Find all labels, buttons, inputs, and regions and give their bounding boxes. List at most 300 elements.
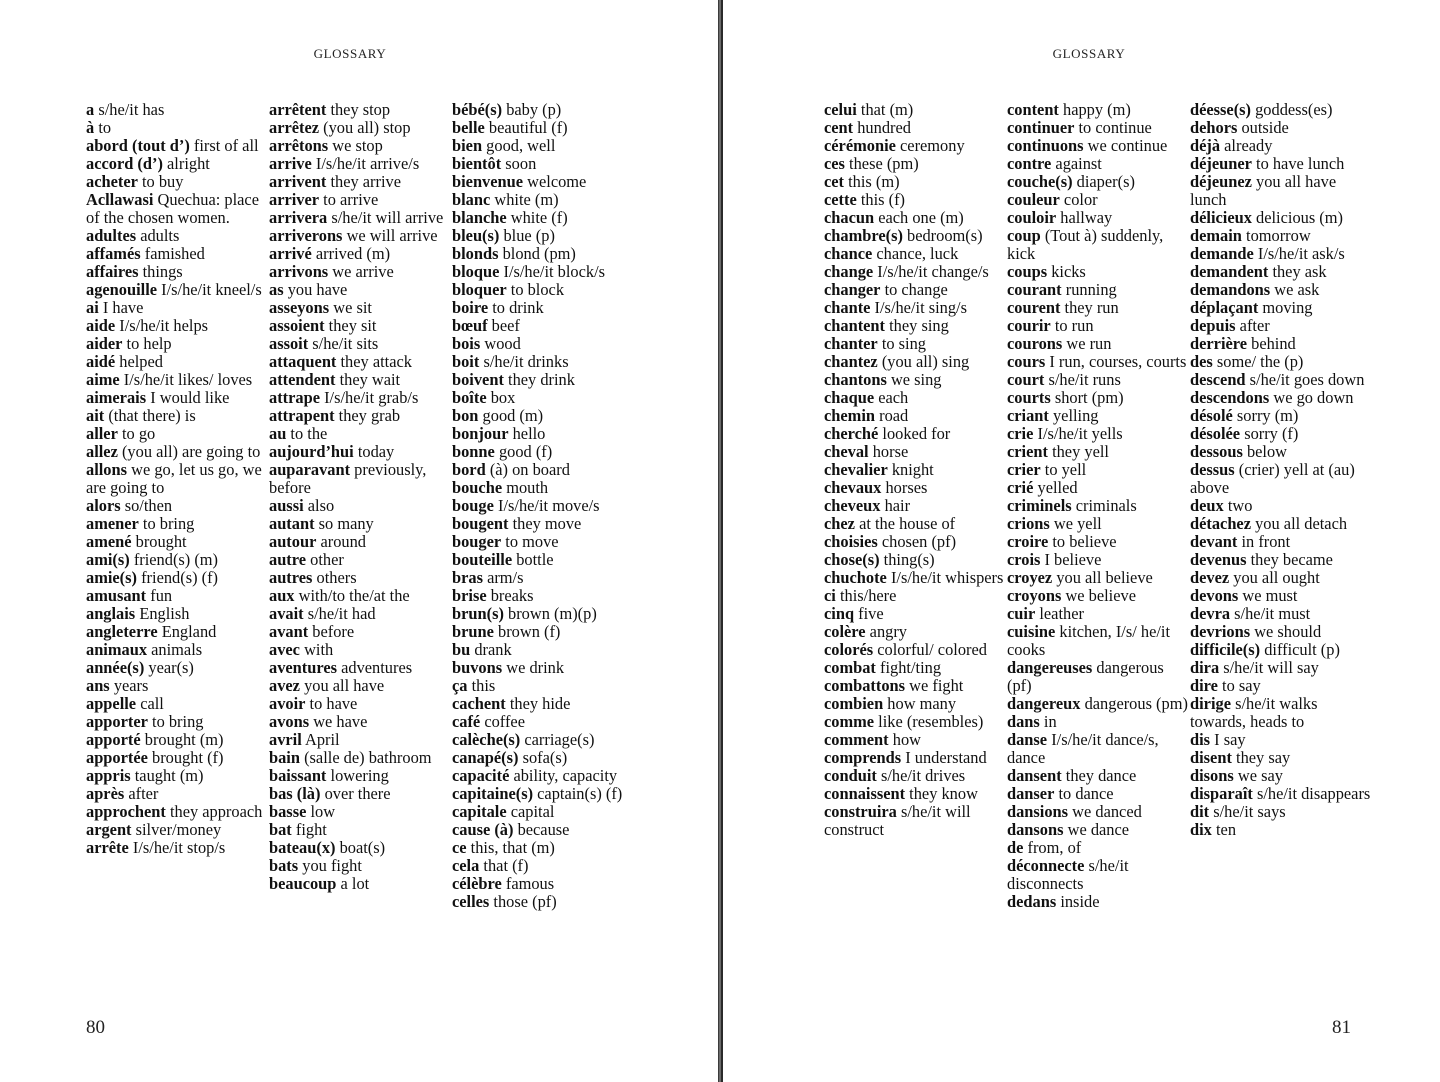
glossary-entry <box>824 173 1007 191</box>
definition: we drink <box>506 658 565 677</box>
definition: to help <box>126 334 172 353</box>
glossary-entry <box>1007 173 1190 191</box>
headword: devons <box>1190 586 1239 605</box>
definition: to block <box>510 280 565 299</box>
headword: avant <box>269 622 309 641</box>
headword: avec <box>269 640 300 659</box>
glossary-entry <box>1007 191 1190 209</box>
glossary-entry <box>1007 137 1190 155</box>
headword: autour <box>269 532 317 551</box>
headword: année(s) <box>86 658 145 677</box>
glossary-entry <box>1007 407 1190 425</box>
headword: aide <box>86 316 116 335</box>
headword: affamés <box>86 244 141 263</box>
glossary-entry <box>269 569 452 587</box>
definition: s/he/it goes down <box>1249 370 1365 389</box>
definition: we danced <box>1072 802 1142 821</box>
page-number: 81 <box>1332 1017 1351 1038</box>
headword: désolé <box>1190 406 1233 425</box>
glossary-entry <box>1190 821 1373 839</box>
definition: they yell <box>1052 442 1109 461</box>
headword: bleu(s) <box>452 226 500 245</box>
headword: déjà <box>1190 136 1221 155</box>
headword: déconnecte <box>1007 856 1085 875</box>
headword: aller <box>86 424 118 443</box>
glossary-entry <box>269 497 452 515</box>
headword: depuis <box>1190 316 1236 335</box>
definition: against <box>1055 154 1102 173</box>
definition: year(s) <box>148 658 194 677</box>
glossary-entry <box>452 227 635 245</box>
headword: assoient <box>269 316 325 335</box>
definition: alright <box>167 154 210 173</box>
definition: to <box>98 118 112 137</box>
headword: arrivons <box>269 262 329 281</box>
headword: dansent <box>1007 766 1062 785</box>
definition: brought (m) <box>144 730 224 749</box>
glossary-entry <box>824 803 1007 839</box>
headword: dangereux <box>1007 694 1081 713</box>
glossary-entry <box>824 497 1007 515</box>
glossary-entry <box>1190 659 1373 677</box>
glossary-entry <box>824 119 1007 137</box>
definition: chance, luck <box>876 244 959 263</box>
definition: behind <box>1251 334 1296 353</box>
definition: good (f) <box>498 442 553 461</box>
definition: how <box>892 730 921 749</box>
headword: bonjour <box>452 424 509 443</box>
headword: colorés <box>824 640 874 659</box>
glossary-entry <box>86 317 269 335</box>
glossary-entry <box>1190 173 1373 209</box>
glossary-entry <box>269 677 452 695</box>
definition: taught (m) <box>134 766 204 785</box>
glossary-entry <box>86 659 269 677</box>
definition: to bring <box>142 514 195 533</box>
headword: aussi <box>269 496 304 515</box>
headword: déplaçant <box>1190 298 1259 317</box>
headword: dans <box>1007 712 1040 731</box>
glossary-entry <box>1007 461 1190 479</box>
glossary-entry <box>452 767 635 785</box>
glossary-entry <box>452 857 635 875</box>
headword: boit <box>452 352 480 371</box>
headword: croyons <box>1007 586 1062 605</box>
glossary-entry <box>1190 371 1373 389</box>
definition: we arrive <box>332 262 394 281</box>
glossary-entry <box>452 191 635 209</box>
glossary-entry <box>86 749 269 767</box>
headword: devenus <box>1190 550 1247 569</box>
headword: bouteille <box>452 550 513 569</box>
glossary-entry <box>1007 497 1190 515</box>
headword: asseyons <box>269 298 330 317</box>
glossary-entry <box>1190 569 1373 587</box>
headword: ces <box>824 154 845 173</box>
headword: capitale <box>452 802 507 821</box>
definition: I/s/he/it ask/s <box>1257 244 1345 263</box>
glossary-entry <box>1007 695 1190 713</box>
headword: brun(s) <box>452 604 504 623</box>
definition: like (resembles) <box>878 712 984 731</box>
headword: cheveux <box>824 496 881 515</box>
glossary-entry <box>269 443 452 461</box>
glossary-entry <box>86 353 269 371</box>
headword: cent <box>824 118 854 137</box>
definition: outside <box>1241 118 1289 137</box>
glossary-entry <box>1007 209 1190 227</box>
headword: cause (à) <box>452 820 514 839</box>
headword: chantent <box>824 316 886 335</box>
headword: amener <box>86 514 139 533</box>
headword: dessus <box>1190 460 1235 479</box>
glossary-entry <box>1190 803 1373 821</box>
definition: animals <box>151 640 203 659</box>
definition: s/he/it has <box>98 100 165 119</box>
definition: silver/money <box>135 820 222 839</box>
headword: bienvenue <box>452 172 524 191</box>
glossary-entry <box>1190 749 1373 767</box>
glossary-entry <box>1190 731 1373 749</box>
definition: you all have lunch <box>1190 172 1337 209</box>
definition: capital <box>510 802 555 821</box>
headword: alors <box>86 496 121 515</box>
glossary-entry <box>86 155 269 173</box>
definition: also <box>307 496 335 515</box>
glossary-entry <box>452 353 635 371</box>
definition: friend(s) (m) <box>133 550 219 569</box>
glossary-entry <box>1190 785 1373 803</box>
glossary-column <box>824 101 1007 911</box>
definition: we will arrive <box>346 226 438 245</box>
headword: baissant <box>269 766 327 785</box>
definition: delicious (m) <box>1256 208 1343 227</box>
definition: to have lunch <box>1256 154 1345 173</box>
definition: (you all) are going to <box>121 442 261 461</box>
glossary-entry <box>452 731 635 749</box>
headword: courent <box>1007 298 1061 317</box>
headword: cérémonie <box>824 136 896 155</box>
glossary-entry <box>86 695 269 713</box>
definition: after <box>1239 316 1270 335</box>
glossary-entry <box>1007 119 1190 137</box>
headword: au <box>269 424 287 443</box>
glossary-entry <box>269 317 452 335</box>
headword: agenouille <box>86 280 158 299</box>
glossary-entry <box>452 119 635 137</box>
definition: captain(s) (f) <box>537 784 623 803</box>
definition: after <box>128 784 159 803</box>
definition: ceremony <box>900 136 965 155</box>
page-number: 80 <box>86 1017 105 1038</box>
glossary-entry <box>86 551 269 569</box>
glossary-entry <box>269 209 452 227</box>
headword: crient <box>1007 442 1048 461</box>
glossary-entry <box>1007 785 1190 803</box>
headword: chance <box>824 244 873 263</box>
headword: croire <box>1007 532 1049 551</box>
headword: de <box>1007 838 1024 857</box>
definition: (Tout à) suddenly, kick <box>1007 226 1164 263</box>
headword: brise <box>452 586 487 605</box>
definition: English <box>139 604 190 623</box>
definition: to yell <box>1044 460 1087 479</box>
definition: these (pm) <box>849 154 919 173</box>
glossary-entry <box>269 137 452 155</box>
glossary-entry <box>452 371 635 389</box>
glossary-entry <box>86 623 269 641</box>
glossary-entry <box>1007 227 1190 263</box>
definition: because <box>517 820 570 839</box>
headword: devez <box>1190 568 1230 587</box>
glossary-entry <box>86 677 269 695</box>
definition: Quechua: place of the chosen women. <box>86 190 259 227</box>
headword: aux <box>269 586 295 605</box>
glossary-entry <box>824 335 1007 353</box>
definition: kicks <box>1051 262 1086 281</box>
headword: blonds <box>452 244 499 263</box>
definition: this (m) <box>848 172 900 191</box>
glossary-entry <box>452 569 635 587</box>
headword: belle <box>452 118 485 137</box>
definition: I/s/he/it block/s <box>503 262 606 281</box>
glossary-entry <box>824 101 1007 119</box>
definition: to drink <box>492 298 544 317</box>
glossary-entry <box>269 623 452 641</box>
glossary-entry <box>1007 623 1190 659</box>
definition: in <box>1043 712 1057 731</box>
headword: cours <box>1007 352 1046 371</box>
glossary-entry <box>1007 101 1190 119</box>
definition: to the <box>290 424 328 443</box>
definition: this (f) <box>860 190 906 209</box>
headword: chuchote <box>824 568 887 587</box>
headword: chevalier <box>824 460 888 479</box>
headword: courts <box>1007 388 1051 407</box>
headword: calèche(s) <box>452 730 521 749</box>
headword: arrêtez <box>269 118 320 137</box>
glossary-entry <box>269 119 452 137</box>
definition: yelling <box>1052 406 1099 425</box>
definition: to change <box>884 280 948 299</box>
glossary-entry <box>1007 155 1190 173</box>
glossary-entry <box>452 497 635 515</box>
headword: cela <box>452 856 480 875</box>
definition: dangerous (pf) <box>1007 658 1164 695</box>
glossary-entry <box>824 749 1007 767</box>
definition: sorry (m) <box>1236 406 1299 425</box>
definition: they hide <box>509 694 571 713</box>
headword: chaque <box>824 388 875 407</box>
definition: other <box>310 550 344 569</box>
glossary-entry <box>1007 263 1190 281</box>
glossary-entry <box>269 875 452 893</box>
glossary-column <box>452 101 635 911</box>
glossary-entry <box>1007 443 1190 461</box>
running-head: GLOSSARY <box>313 46 387 61</box>
headword: attrape <box>269 388 320 407</box>
headword: demandons <box>1190 280 1271 299</box>
definition: I would like <box>150 388 230 407</box>
headword: ça <box>452 676 468 695</box>
definition: coffee <box>484 712 525 731</box>
glossary-entry <box>269 605 452 623</box>
definition: adults <box>140 226 180 245</box>
headword: bras <box>452 568 483 587</box>
glossary-column <box>1007 101 1190 911</box>
glossary-column <box>86 101 269 911</box>
headword: aujourd’hui <box>269 442 354 461</box>
headword: bientôt <box>452 154 502 173</box>
headword: change <box>824 262 874 281</box>
glossary-entry <box>1007 569 1190 587</box>
glossary-entry <box>86 281 269 299</box>
headword: construira <box>824 802 897 821</box>
headword: ce <box>452 838 467 857</box>
glossary-entry <box>269 101 452 119</box>
glossary-entry <box>269 299 452 317</box>
headword: assoit <box>269 334 309 353</box>
definition: I/s/he/it likes/ loves <box>123 370 253 389</box>
glossary-entry <box>1007 767 1190 785</box>
headword: bateau(x) <box>269 838 336 857</box>
glossary-entry <box>452 137 635 155</box>
headword: arrivé <box>269 244 312 263</box>
glossary-entry <box>1190 299 1373 317</box>
glossary-entry <box>824 785 1007 803</box>
glossary-entry <box>1190 641 1373 659</box>
headword: demande <box>1190 244 1254 263</box>
headword: deux <box>1190 496 1224 515</box>
glossary-entry <box>452 263 635 281</box>
definition: that (m) <box>860 100 914 119</box>
definition: (à) on board <box>489 460 570 479</box>
glossary-entry <box>86 245 269 263</box>
glossary-entry <box>86 587 269 605</box>
headword: dessous <box>1190 442 1243 461</box>
definition: carriage(s) <box>524 730 595 749</box>
headword: comment <box>824 730 889 749</box>
definition: we sing <box>890 370 942 389</box>
headword: court <box>1007 370 1045 389</box>
headword: avoir <box>269 694 306 713</box>
definition: they approach <box>169 802 263 821</box>
glossary-entry <box>824 317 1007 335</box>
definition: around <box>320 532 366 551</box>
glossary-entry <box>269 641 452 659</box>
glossary-entry <box>824 623 1007 641</box>
glossary-entry <box>1190 533 1373 551</box>
headword: choisies <box>824 532 878 551</box>
definition: famous <box>505 874 555 893</box>
glossary-entry <box>1007 479 1190 497</box>
definition: already <box>1224 136 1273 155</box>
glossary-entry <box>452 425 635 443</box>
definition: we say <box>1237 766 1283 785</box>
glossary-entry <box>1007 659 1190 695</box>
headword: adultes <box>86 226 137 245</box>
definition: below <box>1246 442 1288 461</box>
definition: horses <box>885 478 928 497</box>
glossary-entry <box>452 713 635 731</box>
definition: breaks <box>490 586 534 605</box>
glossary-entry <box>1007 713 1190 731</box>
definition: they say <box>1236 748 1291 767</box>
definition: sorry (f) <box>1244 424 1299 443</box>
headword: descendons <box>1190 388 1270 407</box>
headword: accord (d’) <box>86 154 163 173</box>
headword: à <box>86 118 95 137</box>
glossary-entry <box>1007 371 1190 389</box>
glossary-entry <box>452 299 635 317</box>
glossary-entry <box>1007 731 1190 767</box>
glossary-entry <box>452 101 635 119</box>
headword: déjeunez <box>1190 172 1252 191</box>
glossary-entry <box>86 119 269 137</box>
glossary-entry <box>86 605 269 623</box>
definition: to continue <box>1078 118 1152 137</box>
definition: kitchen, I/s/ he/it cooks <box>1007 622 1171 659</box>
definition: I/s/he/it change/s <box>877 262 989 281</box>
glossary-columns <box>86 101 635 911</box>
headword: aider <box>86 334 123 353</box>
definition: to bring <box>152 712 204 731</box>
glossary-entry <box>1190 101 1373 119</box>
glossary-entry <box>1007 821 1190 839</box>
glossary-entry <box>269 749 452 767</box>
glossary-entry <box>1190 677 1373 695</box>
glossary-entry <box>1190 551 1373 569</box>
headword: blanche <box>452 208 507 227</box>
definition: inside <box>1060 892 1100 911</box>
headword: avait <box>269 604 304 623</box>
definition: (you all) stop <box>323 118 411 137</box>
glossary-entry <box>269 389 452 407</box>
definition: s/he/it disconnects <box>1007 856 1129 893</box>
definition: they know <box>909 784 978 803</box>
headword: connaissent <box>824 784 906 803</box>
definition: you have <box>287 280 348 299</box>
headword: avril <box>269 730 302 749</box>
definition: I believe <box>1044 550 1102 569</box>
headword: aime <box>86 370 120 389</box>
definition: s/he/it says <box>1213 802 1286 821</box>
headword: bloque <box>452 262 500 281</box>
definition: ten <box>1215 820 1237 839</box>
definition: a lot <box>340 874 370 893</box>
headword: célèbre <box>452 874 502 893</box>
headword: continuer <box>1007 118 1075 137</box>
glossary-entry <box>1190 335 1373 353</box>
glossary-entry <box>452 245 635 263</box>
definition: looked for <box>882 424 951 443</box>
glossary-entry <box>86 731 269 749</box>
headword: demain <box>1190 226 1242 245</box>
glossary-entry <box>86 713 269 731</box>
definition: April <box>304 730 340 749</box>
headword: délicieux <box>1190 208 1252 227</box>
headword: anglais <box>86 604 136 623</box>
glossary-entry <box>824 191 1007 209</box>
definition: with/to the/at the <box>298 586 410 605</box>
headword: aimerais <box>86 388 147 407</box>
headword: chambre(s) <box>824 226 903 245</box>
glossary-entry <box>86 371 269 389</box>
glossary-column <box>269 101 452 911</box>
definition: I say <box>1214 730 1246 749</box>
definition: colorful/ colored <box>877 640 987 659</box>
glossary-entry <box>86 389 269 407</box>
